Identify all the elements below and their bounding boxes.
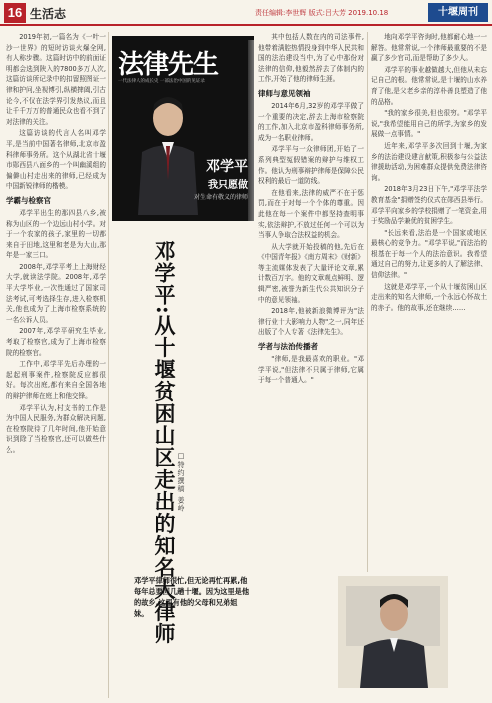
paragraph: "我的家乡很美,但也很穷。"邓学平说,"我希望能用自己的所学,为家乡的发展做一点事情。"	[371, 109, 487, 139]
paragraph: 2007年,邓学平研究生毕业,考取了检察官,成为了上海市检察院的检察官。	[6, 327, 106, 357]
paragraph: 地向邓学平咨询时,他都耐心地一一解答。他常常说,一个律师最重要的不是赢了多少官司,而是帮助了多少人。	[371, 33, 487, 63]
author-portrait	[134, 90, 202, 215]
paragraph: 邓学平的事业越做越大,但他从未忘记自己的根。他常常说,是十堰的山水养育了他,是父老乡亲的淳朴善良塑造了他的品格。	[371, 65, 487, 106]
article-column-3	[371, 32, 487, 572]
book-tagline: 一代法律人的成长史 一部法治中国的见证录	[118, 79, 205, 84]
book-cover-image	[112, 36, 254, 221]
article-byline: □特约撰稿 姜岭	[177, 452, 185, 513]
book-spine	[248, 40, 254, 221]
book-title: 法律先生	[118, 50, 219, 80]
article-column-1	[6, 32, 106, 698]
page-number: 16	[4, 3, 26, 23]
section-title: 生活志	[30, 7, 67, 21]
paragraph: 这就是邓学平,一个从十堰贫困山区走出来的知名大律师,一个永远心怀故土的赤子。他的故事,还在继续……	[371, 282, 487, 312]
paragraph: 工作中,邓学平先后办理的一起起刑事案件,检察院反应都很好。每次出庭,都有来自全国各地的辩护律师在庭上和他交锋。	[6, 360, 106, 400]
paragraph: 邓学平认为,村支书的工作是为中国人民服务,为群众解决问题,在检察院待了几年时间,他开始意识到除了当检察官,还可以做些什么。	[6, 403, 106, 454]
paragraph: 2018年3月23日下午,"邓学平法学教育基金"捐赠签约仪式在郧西县举行。邓学平向家乡的学校捐赠了一笔资金,用于奖励品学兼优的贫困学生。	[371, 185, 487, 226]
book-author: 邓学平	[206, 159, 248, 175]
paragraph: 2008年,邓学平考上上海财经大学,就读法学院。2008年,邓学平大学毕业,一次性通过了国家司法考试,可考选择生存,进入检察机关,他也成为了上海市检察系统的一名公诉人员。	[6, 262, 106, 324]
page-header	[0, 0, 492, 26]
book-subtitle: 我只愿做	[208, 180, 248, 191]
lawyer-photo	[338, 576, 448, 688]
column-divider	[108, 32, 109, 698]
paragraph: 2018年,他被新浪微博评为"法律行业十大影响力人物"之一,同年还出版了个人专著《法律先生》。	[258, 307, 364, 337]
editor-meta: 责任编辑:李世辉 版式:吕大芳 2019.10.18	[255, 9, 389, 17]
newspaper-logo: 十堰周刊	[428, 3, 488, 22]
paragraph: "律师,是我最喜欢的职业。"邓学平说,"但法律不只属于律师,它属于每一个普通人。"	[258, 355, 364, 385]
paragraph: 在他看来,法律的威严不在于惩罚,而在于对每一个个体的尊重。因此他在每一个案件中都坚持查明事实,依法辩护,不放过任何一个可以为当事人争取合法权益的机会。	[258, 188, 364, 240]
paragraph: 邓学平出生的那四县八乡,被称为山区的一个边远山村小学。对于一个农家的孩子,家里的一切都来自于田地,这里和老是为大山,那年是一家三口。	[6, 208, 106, 260]
paragraph: 其中包括人数在内的司法事件,他带着满腔热情投身到中华人民共和国的法治建设当中,为了心中那份对法律的信仰,他毅然辞去了体制内的工作,开始了他的律师生涯。	[258, 33, 364, 84]
subheading: 学霸与检察官	[6, 195, 51, 205]
subheading: 律师与意见领袖	[258, 88, 311, 98]
paragraph: 从大学就开始投稿的他,先后在《中国青年报》《南方周末》《财新》等主流媒体发表了大量评论文章,累计数百万字。他的文章观点鲜明、逻辑严密,被誉为新生代公共知识分子中的意见领袖。	[258, 242, 364, 304]
subheading: 学者与法治传播者	[258, 342, 318, 352]
photo-caption: 邓学平律师很忙,但无论再忙再累,他每年总要回几趟十堰。因为这里是他的故乡,这里有他的父母和兄弟姐妹。	[134, 576, 250, 618]
paragraph: 2014年6月,32岁的邓学平做了一个重要的决定,辞去上海市检察院的工作,加入北京市盈科律师事务所,成为一名职业律师。	[258, 101, 364, 142]
paragraph: 近年来,邓学平多次回到十堰,为家乡的法治建设建言献策,积极参与公益法律援助活动,为困难群众提供免费法律咨询。	[371, 141, 487, 182]
article-headline: 邓学平:从十堰贫困山区走出的知名大律师	[152, 240, 177, 645]
paragraph: 邓学平与一众律师团,开始了一系列典型冤假错案的辩护与维权工作。他认为刑事辩护律师是保障公民权利的最后一道防线。	[258, 145, 364, 186]
paragraph: 2019年初,一篇名为《一叶一沙一世界》的短时访谈火爆全网,有人称步骤。这篇时访中的前面证明都会选到陕入的7800多万人次,这篇访谈所记录中的扣留照图证一律和护问,坐视博引,纵横捭阖,引古论今,不仅在法学界引发热议,而且让千千万万的普通民众也看不到了对法律的关注。	[6, 33, 106, 126]
column-divider	[367, 32, 368, 572]
paragraph: "长远来看,法治是一个国家或地区最核心的竞争力。"邓学平说,"而法治的根基在于每一个人的法治意识。我希望通过自己的努力,让更多的人了解法律、信仰法律。"	[371, 228, 487, 280]
paragraph: 这篇访谈的代言人名叫邓学平,是当前中国著名律师,北京市盈科律师事务所。这个从湖北省十堰市郧西县八面乡的一个叫幽溪组的偏僻山村走出来的律师,已经成为中国新锐律师的楷模。	[6, 129, 106, 191]
book-subtitle-2: 对生命有敬义的律师	[193, 194, 248, 201]
